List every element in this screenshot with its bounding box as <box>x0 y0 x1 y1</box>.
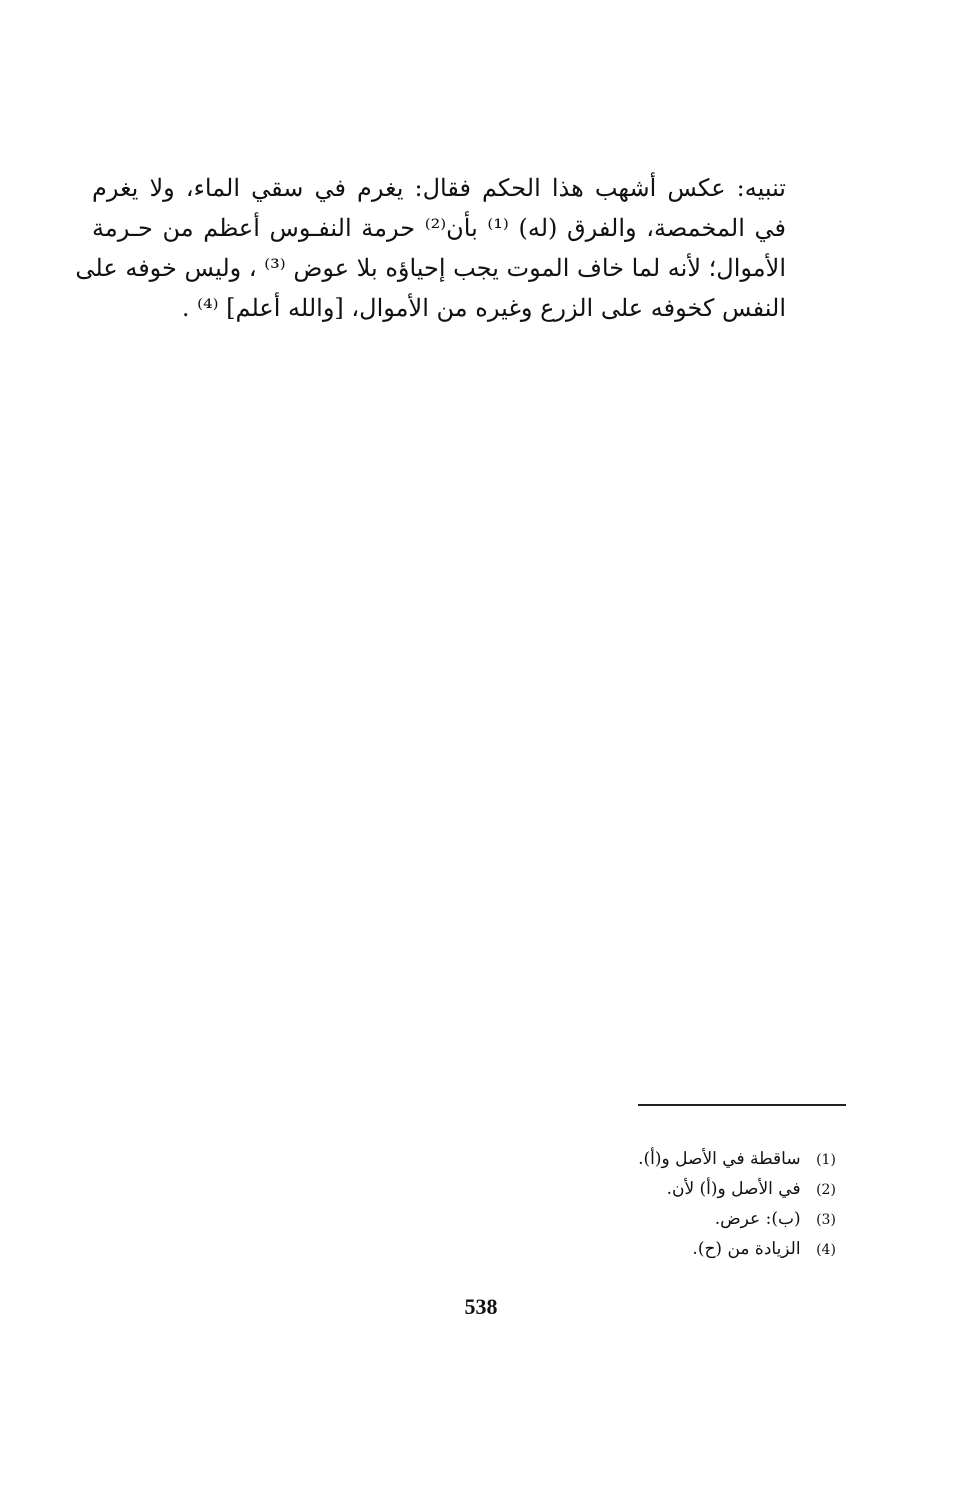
main-text-line: النفس كخوفه على الزرع وغيره من الأموال، [والله أعلم] ⁽⁴⁾ . <box>181 294 786 322</box>
footnote-number: (3) <box>816 1212 836 1228</box>
main-paragraph <box>75 168 786 328</box>
footnote-text: الزيادة من (ح). <box>692 1239 801 1259</box>
footnote-item <box>326 1174 846 1204</box>
footnote-separator <box>638 1104 846 1106</box>
main-text-line: في المخمصة، والفرق (له) ⁽¹⁾ بأن⁽²⁾ حرمة النفـوس أعظم من حـرمة <box>92 214 786 242</box>
footnote-item <box>326 1204 846 1234</box>
footnote-number: (4) <box>816 1242 836 1258</box>
footnote-number: (1) <box>816 1152 836 1168</box>
footnote-text: ساقطة في الأصل و(أ). <box>638 1149 801 1169</box>
footnote-text: في الأصل و(أ) لأن. <box>666 1179 801 1199</box>
footnotes-list <box>326 1144 846 1264</box>
footnote-item <box>326 1234 846 1264</box>
footnote-number: (2) <box>816 1182 836 1198</box>
main-text-line: الأموال؛ لأنه لما خاف الموت يجب إحياؤه بلا عوض ⁽³⁾ ، وليس خوفه على <box>75 254 786 282</box>
footnote-text: (ب): عرض. <box>714 1209 801 1229</box>
page-number: 538 <box>464 1294 498 1319</box>
footnote-item <box>326 1144 846 1174</box>
main-text-line: تنبيه: عكس أشهب هذا الحكم فقال: يغرم في سقي الماء، ولا يغرم <box>92 174 786 202</box>
